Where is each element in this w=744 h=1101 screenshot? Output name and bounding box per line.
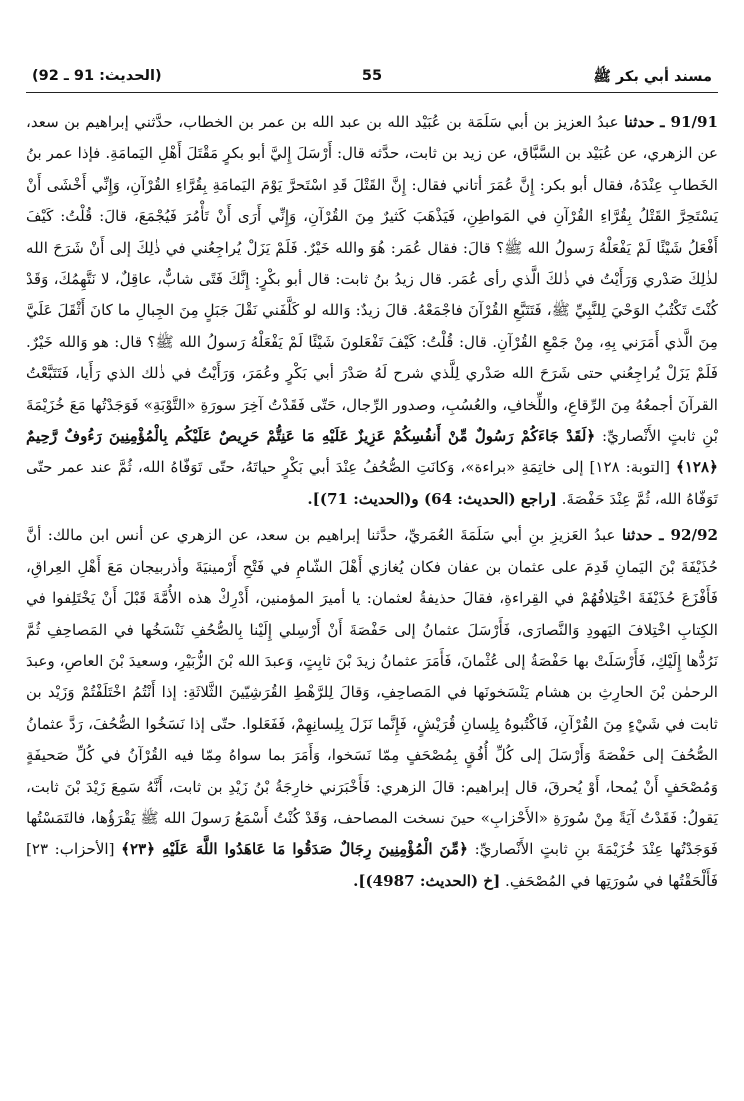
- verse-reference: [التوبة: ١٢٨]: [589, 458, 671, 477]
- hadith-text-continued: إلى خاتِمَةِ «براءة»، وَكانَتِ الصُّحُفُ عِنْدَ أبي بَكْرٍ حياتَهُ، حتّى تَوَفّاهُ الله، ثُمَّ عند عمر حتّى تَوَفّاهُ الله، ثُمَّ عِنْدَ حَفْصَةَ.: [26, 458, 718, 508]
- quran-verse: ﴿مِّنَ الْمُؤْمِنِينَ رِجَالٌ صَدَقُوا مَا عَاهَدُوا اللَّهَ عَلَيْهِ ﴿٢٣﴾: [121, 840, 468, 859]
- hadith-opening: حدثنا: [622, 526, 653, 545]
- cross-reference: [راجع (الحديث: 64) و(الحديث: 71)].: [307, 489, 557, 508]
- hadith-entry-91: [26, 107, 718, 515]
- cross-reference: [خ (الحديث: 4987)].: [353, 871, 501, 890]
- hadith-opening: حدثنا: [624, 113, 655, 131]
- hadith-number: 91/91 ـ: [660, 113, 718, 131]
- book-title: مسند أبي بكر ﷺ: [593, 69, 712, 85]
- hadith-entry-92: [26, 520, 718, 897]
- hadith-text: عبدُ العَزيزِ بنِ أبي سَلَمَةَ العُمَريِّ، حدَّثنا إبراهيم بن سعد، عن الزهري عن أنس ابن مالك: أنَّ حُذَيْفَةَ بْنَ اليَمانِ قَدِمَ على عثمان بن عفان فكان يُغازي أَهْلَ الشّامِ في فَتْحِ أَرْمينيَةَ وأذربيجان مَعَ أَهْلِ العِراقِ، فَأَفْزَعَ حُذَيْفَةَ اخْتِلافُهُمْ في القِراءةِ، فقالَ حذيفةُ لعثمان: يا أميرَ المؤمنين، أَدْرِكْ هذه الأُمَّةَ قَبْلَ أَنْ يَخْتَلِفوا في الكِتابِ اخْتِلافَ اليَهودِ وَالنَّصارَى، فَأَرْسَلَ عثمانُ إلى حَفْصَةَ أَنْ أَرْسِلي إِلَيْنا بِالصُّحُفِ نَنْسَخُها في المَصاحِفِ ثُمَّ نَرُدُّها إِلَيْكِ، فَأَرْسَلَتْ بها حَفْصَةُ إلى عُثْمانَ، فَأَمَرَ عثمانُ زيدَ بْنَ ثابِتٍ، وَعبدَ الله بْنَ الزُّبَيْرِ، وسعيدَ بْنَ العاصِ، وعبدَ الرحمٰن بْنَ الحارِثِ بن هشام يَنْسَخونَها في المَصاحِفِ، وَقالَ لِلرَّهْطِ القُرَشِيّينَ الثَّلاثَةِ: إذا أَنْتُمُ اخْتَلَفْتُمْ وَزَيْد بن ثابت في شَيْءٍ مِنَ القُرْآنِ، فَاكْتُبوهُ بِلِسانِ قُرَيْشٍ، فَإِنَّما نَزَلَ بِلِسانِهِمْ، فَفَعَلوا. حتّى إذا نَسَخُوا الصُّحُفَ، رَدَّ عثمانُ الصُّحُفَ إلى حَفْصَةَ وَأَرْسَلَ إلى كُلِّ أُفُقٍ بِمُصْحَفٍ مِمّا نَسَخوا، وَأَمَرَ بما سواهُ مِمّا فيه القُرْآنُ في كُلِّ صَحيفَةٍ وَمُصْحَفٍ أَنْ يُمحا، أَوْ يُحرقَ، قال إبراهيم: قالَ الزهري: فَأَخْبَرَني خارِجَةُ بْنُ زَيْدِ بن ثابت، أَنَّهُ سَمِعَ زَيْدَ بْنَ ثابت، يَقولُ: فَقَدْتُ آيَةً مِنْ سُورَةِ «الأَحْزابِ» حينَ نسخت المصاحف، وَقَدْ كُنْتُ أَسْمَعُ رَسولَ الله ﷺ يَقْرَؤُها، فالتَمَسْتُها فَوَجَدْتُها عِنْدَ خُزَيْمَةَ بنِ ثابتٍ الأَنْصاريِّ:: [26, 526, 718, 859]
- running-header: [26, 62, 718, 93]
- hadith-text: عبدُ العزيز بن أبي سَلَمَة بن عُبَيْد الله بن عبد الله بن عمر بن الخطاب، حدَّثني إبراهيم بن سعد، عن الزهري، عن عُبَيْد بن السَّبَّاق، عن زيد بن ثابت، حدَّثه قال: أَرْسَلَ إِليَّ أبو بكرٍ مَقْتَلَ أَهْلِ اليَمامَةِ. فإذا عمر بنُ الخَطابِ عِنْدَهُ، فقال أبو بكر: إِنَّ عُمَرَ أتاني فقال: إِنَّ القَتْلَ قَدِ اسْتَحرَّ يَوْمَ اليَمامَةِ بِقُرَّاءِ القُرْآنِ، وَإِنِّي أَخْشَى أَنْ يَسْتَحِرَّ القَتْلُ بِقُرَّاءِ القُرْآنِ في المَواطِنِ، فَيَذْهَبَ كَثيرٌ مِنَ القُرْآنِ، وَإِنِّي أَرَى أَنْ تَأْمُرَ فَيُجْمَعَ، قالَ: قُلْتُ: كَيْفَ أَفْعَلُ شَيْئًا لَمْ يَفْعَلْهُ رَسولُ الله ﷺ؟ قالَ: فقال عُمَر: هُوَ والله خَيْرٌ. فَلَمْ يَزَلْ يُراجِعُني في ذٰلِكَ إلى أَنْ شَرَحَ الله لذٰلِكَ صَدْري وَرَأَيْتُ في ذٰلكَ الَّذي رأى عُمَر. قال زيدُ بنُ ثابت: قال أبو بكْرٍ: إِنَّكَ فَتًى شابٌّ، عاقِلٌ، لا نَتَّهِمُكَ، وَقَدْ كُنْتَ تَكْتُبُ الوَحْيَ لِلنَّبِيِّ ﷺ، فَتَتَبَّعِ القُرْآنَ فاجْمَعْهُ. قالَ زيدٌ: وَالله لو كَلَّفَني نَقْلَ جَبَلٍ مِنَ الجِبالِ ما كانَ أَثْقَلَ عَلَيَّ مِنَ الَّذي أَمَرَني بِهِ، مِنْ جَمْعِ القُرْآنِ. قال: قُلْتُ: كَيْفَ تَفْعَلونَ شَيْئًا لَمْ يَفْعَلْهُ رَسولُ الله ﷺ؟ قال: هو وَالله خَيْرٌ. فَلَمْ يَزَلْ يُراجِعُني حتى شَرَحَ الله صَدْري لِلَّذي شرح لَهُ صَدْرَ أبي بَكْرٍ وعُمَرَ، وَرَأَيْتُ في ذٰلك الذي رَأَيا، فَتَتَبَّعْتُ القرآنَ أجمعُهُ مِنَ الرِّقاعِ، واللِّخافِ، والعُسُبِ، وصدور الرِّجال، حَتّى فَقَدْتُ آخِرَ سورَةِ «التَّوْبَةِ» فَوَجَدْتُها مَعَ خُزَيْمَةَ بْنِ ثابتٍ الأَنْصاريِّ:: [26, 113, 718, 446]
- hadith-number: 92/92 ـ: [659, 526, 718, 545]
- verse-reference: [الأحزاب: ٢٣]: [26, 840, 115, 859]
- hadith-text-continued: فَأَلْحَقْتُها في سُورَتِها في المُصْحَفِ.: [505, 871, 718, 890]
- book-page: [26, 62, 718, 897]
- quran-verse: ﴿لَقَدْ جَاءَكُمْ رَسُولٌ مِّنْ أَنفُسِكُمْ عَزِيزٌ عَلَيْهِ مَا عَنِتُّمْ حَرِيصٌ عَلَيْكُم بِالْمُؤْمِنِينَ رَءُوفٌ رَّحِيمٌ ﴿١٢٨﴾: [26, 427, 718, 477]
- page-number: 55: [361, 68, 383, 84]
- hadith-range: (الحديث: 91 ـ 92): [32, 68, 162, 84]
